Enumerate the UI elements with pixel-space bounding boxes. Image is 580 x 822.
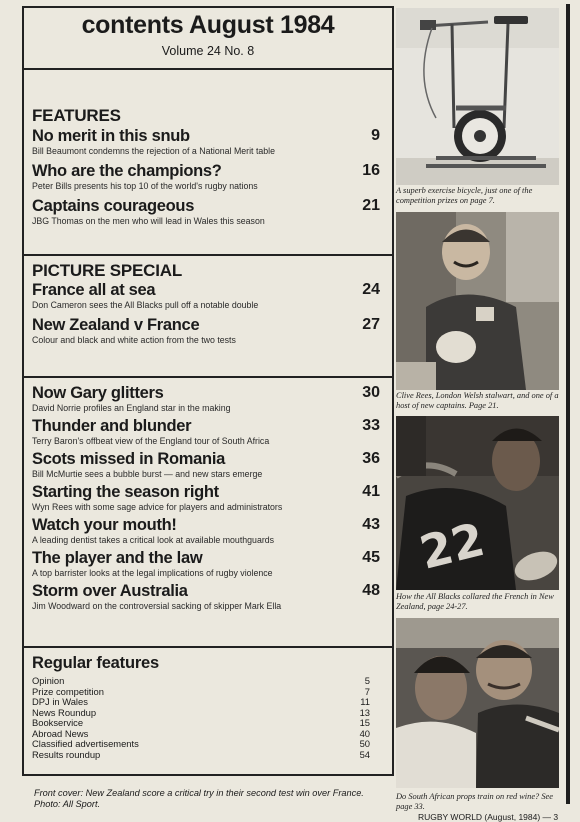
entry-title: Thunder and blunder — [32, 417, 192, 435]
entry-title: Now Gary glitters — [32, 384, 164, 402]
entry-page: 48 — [362, 582, 380, 599]
entry-title: Who are the champions? — [32, 162, 222, 180]
entry-description: Jim Woodward on the controversial sacking of skipper Mark Ella — [32, 601, 282, 611]
entry-description: A top barrister looks at the legal implications of rugby violence — [32, 568, 273, 578]
contents-entry[interactable] — [32, 197, 380, 227]
photo-caption: A superb exercise bicycle, just one of the competition prizes on page 7. — [396, 186, 533, 205]
regular-feature-label: Classified advertisements — [32, 738, 139, 749]
entry-page: 36 — [362, 450, 380, 467]
entry-title: Storm over Australia — [32, 582, 188, 600]
entry-title: No merit in this snub — [32, 127, 190, 145]
regular-feature-page: 13 — [359, 706, 370, 718]
regular-feature-label: Results roundup — [32, 748, 101, 760]
entry-title: Watch your mouth! — [32, 516, 177, 534]
photo-caption: How the All Blacks collared the French in New Zealand, page 24-27. — [396, 592, 554, 611]
entry-description: Wyn Rees with some sage advice for players and administrators — [32, 502, 283, 512]
entry-title: France all at sea — [32, 281, 156, 299]
photo-caption: Do South African props train on red wine? See page 33. — [396, 792, 553, 811]
entry-page: 21 — [362, 197, 380, 214]
entry-description: Peter Bills presents his top 10 of the world's rugby nations — [32, 181, 258, 191]
clive-rees-photo — [396, 212, 559, 390]
entry-page: 43 — [362, 516, 380, 533]
entry-title: New Zealand v France — [32, 316, 200, 334]
regular-feature-label: Prize competition — [32, 685, 104, 697]
regular-feature-page: 7 — [364, 685, 370, 697]
all-blacks-photo — [396, 416, 559, 590]
entry-page: 30 — [362, 384, 380, 401]
exercise-bicycle-photo — [396, 8, 559, 185]
photo-caption: Clive Rees, London Welsh stalwart, and one of a host of new captains. Page 21. — [396, 391, 559, 410]
regular-feature-label: Opinion — [32, 675, 65, 686]
contents-entry[interactable] — [32, 516, 380, 546]
contents-entry[interactable] — [32, 384, 380, 414]
entry-page: 41 — [362, 483, 380, 500]
regular-feature-page: 40 — [359, 727, 370, 739]
regular-features-section — [22, 648, 394, 776]
regular-feature-label: DPJ in Wales — [32, 696, 88, 707]
regular-feature-page: 50 — [359, 738, 370, 749]
page-title: contents August 1984 — [81, 11, 335, 39]
contents-entry[interactable] — [32, 549, 380, 579]
entry-description: Colour and black and white action from the two tests — [32, 335, 236, 345]
entry-title: The player and the law — [32, 549, 203, 567]
front-cover-note: Front cover: New Zealand score a critical try in their second test win over France. Photo: All Sport. — [34, 788, 364, 809]
contents-entry[interactable] — [32, 281, 380, 311]
contents-entry[interactable] — [32, 417, 380, 447]
regular-feature-page: 5 — [364, 675, 370, 686]
contents-entry[interactable] — [32, 127, 380, 157]
regular-feature-page: 15 — [359, 717, 370, 728]
entry-description: Bill McMurtie sees a bubble burst — and new stars emerge — [32, 469, 263, 479]
regular-feature-label: Abroad News — [32, 727, 89, 739]
contents-entry[interactable] — [32, 316, 380, 346]
features-section — [22, 70, 394, 256]
regular-feature-page: 11 — [360, 696, 370, 707]
entry-description: JBG Thomas on the men who will lead in Wales this season — [32, 216, 265, 226]
page-edge-rule — [566, 4, 570, 804]
entry-page: 9 — [371, 127, 380, 144]
features-heading: FEATURES — [32, 106, 121, 125]
entry-title: Captains courageous — [32, 197, 195, 215]
entry-page: 45 — [362, 549, 380, 566]
entry-description: Terry Baron's offbeat view of the England tour of South Africa — [32, 436, 270, 446]
south-african-props-photo — [396, 618, 559, 788]
regular-feature-row[interactable] — [32, 750, 370, 761]
entry-page: 24 — [362, 281, 380, 298]
volume-number: Volume 24 No. 8 — [161, 44, 255, 58]
page-folio: RUGBY WORLD (August, 1984) — 3 — [418, 812, 559, 822]
entry-page: 16 — [362, 162, 380, 179]
entry-page: 33 — [362, 417, 380, 434]
entry-description: David Norrie profiles an England star in the making — [32, 403, 231, 413]
svg-text:22: 22 — [414, 511, 490, 580]
entry-description: Don Cameron sees the All Blacks pull off a notable double — [32, 300, 259, 310]
picture-special-section — [22, 256, 394, 378]
entry-description: Bill Beaumont condemns the rejection of a National Merit table — [32, 146, 276, 156]
entry-page: 27 — [362, 316, 380, 333]
articles-section — [22, 378, 394, 648]
entry-description: A leading dentist takes a critical look at available mouthguards — [32, 535, 275, 545]
entry-title: Scots missed in Romania — [32, 450, 225, 468]
contents-entry[interactable] — [32, 162, 380, 192]
contents-entry[interactable] — [32, 450, 380, 480]
regular-feature-page: 54 — [359, 748, 370, 760]
contents-entry[interactable] — [32, 483, 380, 513]
regular-features-heading: Regular features — [32, 654, 160, 672]
regular-feature-label: Bookservice — [32, 717, 84, 728]
entry-title: Starting the season right — [32, 483, 219, 501]
contents-entry[interactable] — [32, 582, 380, 612]
picture-special-heading: PICTURE SPECIAL — [32, 261, 183, 280]
regular-feature-label: News Roundup — [32, 706, 97, 718]
contents-header — [22, 6, 394, 70]
